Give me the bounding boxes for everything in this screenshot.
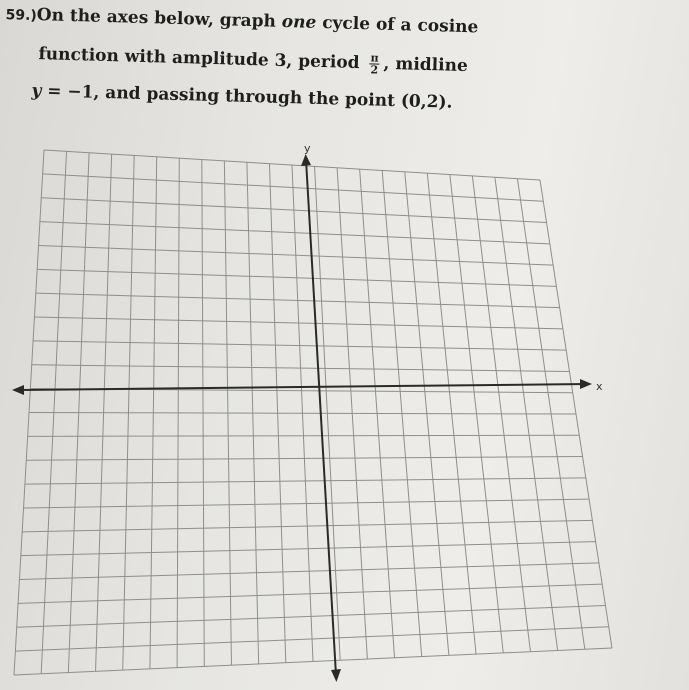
period-denominator: 2 [370,63,379,77]
y-axis-bottom-arrow [331,669,341,682]
y-axis-label: y [304,142,311,155]
y-axis-top-arrow [301,154,311,166]
x-axis-right-arrow [580,379,592,389]
question-text-emphasis: one [281,11,317,33]
grid-lines [14,150,612,675]
question-number: 59.) [5,7,37,25]
x-axis-left-arrow [12,385,24,395]
period-numerator: π [370,51,379,65]
midline-variable: y [31,80,42,102]
grid-line-horizontal [28,435,580,436]
question-text-2a: function with amplitude 3, period [38,44,366,74]
question-text-3b: = −1, and passing through the point (0,2). [41,81,453,113]
question-text-1b: cycle of a cosine [316,12,479,38]
x-axis-label: x [596,380,603,393]
question-text-2b: , midline [383,53,469,77]
x-axis [20,384,588,390]
question-text-1a: On the axes below, graph [36,5,283,32]
